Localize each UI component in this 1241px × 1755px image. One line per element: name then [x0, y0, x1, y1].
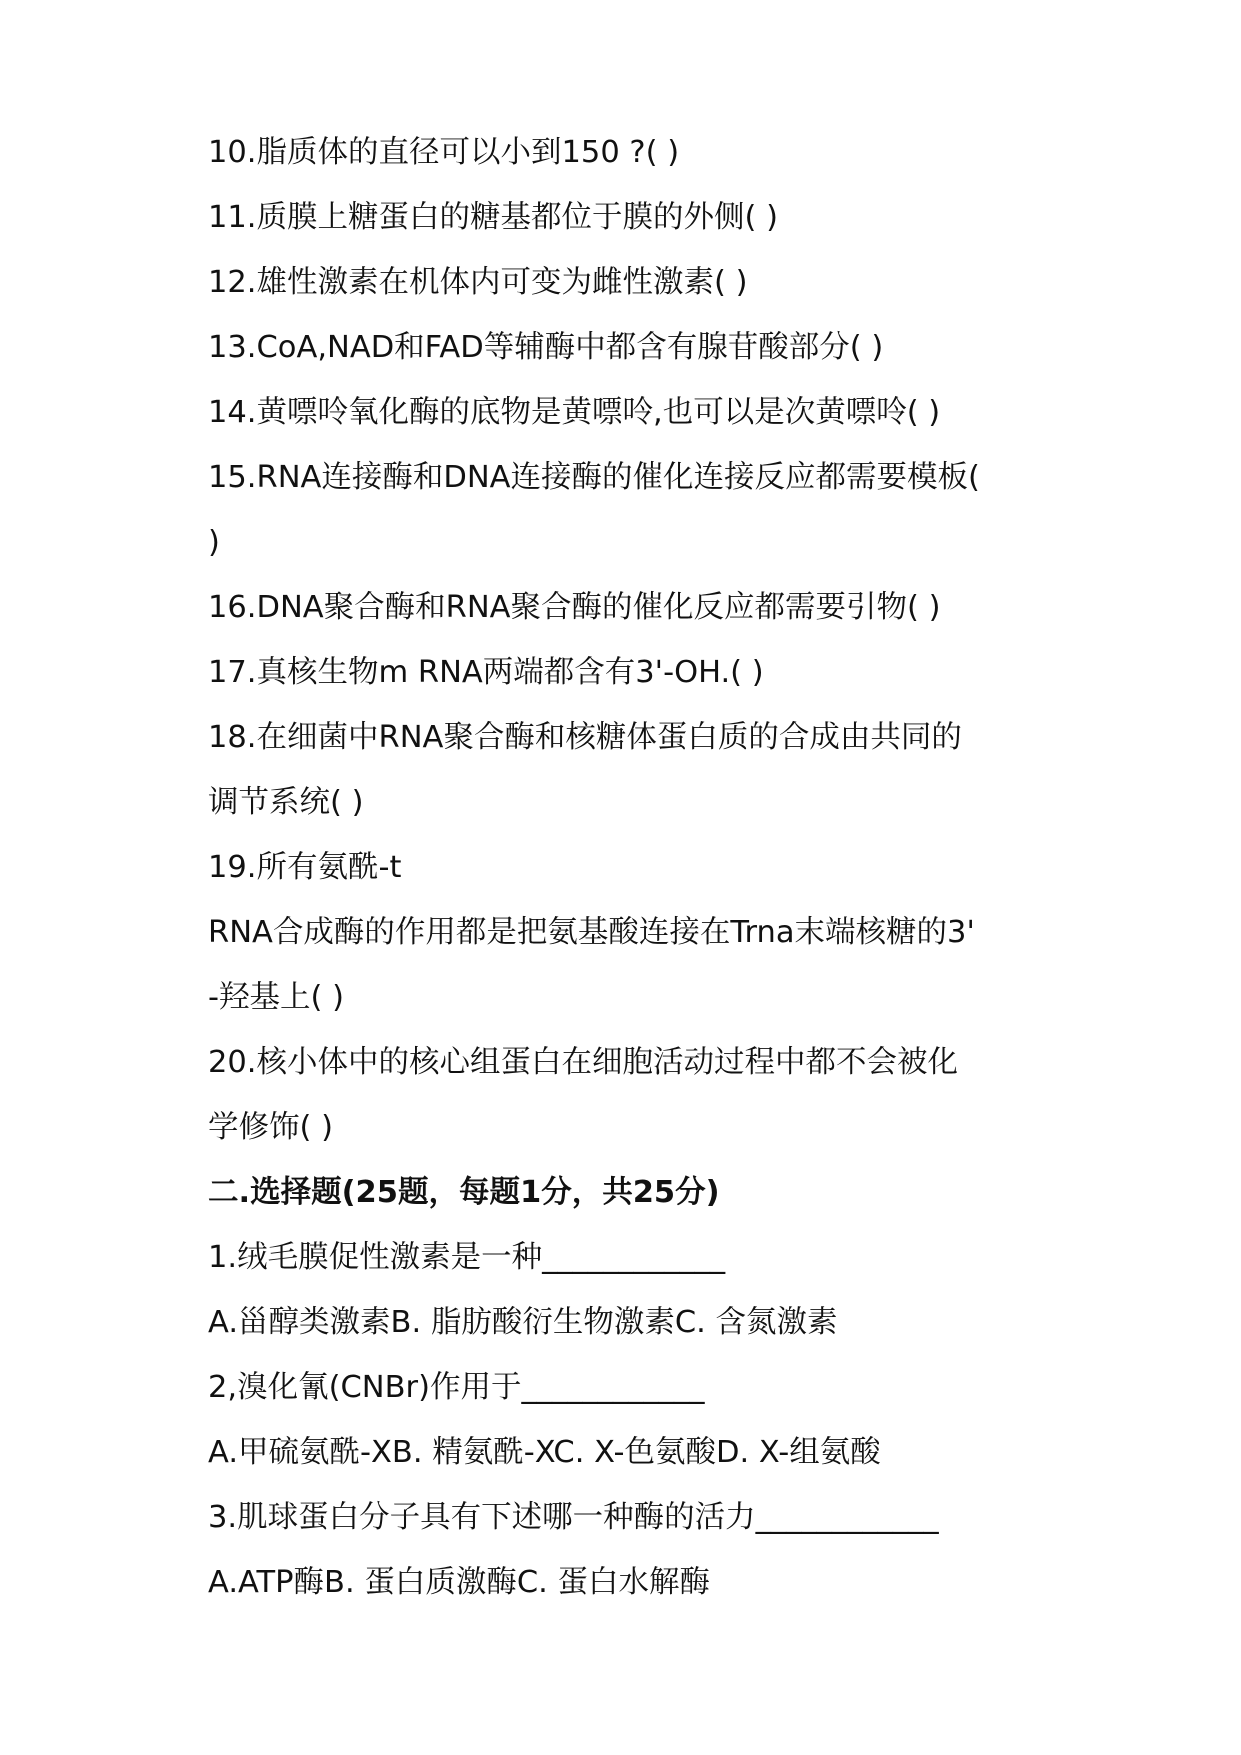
question-15: 15.RNA连接酶和DNA连接酶的催化连接反应都需要模板(: [208, 460, 980, 495]
choice-question-1: 1.绒毛膜促性激素是一种____________: [208, 1240, 726, 1275]
question-10: 10.脂质体的直径可以小到150 ?( ): [208, 135, 680, 170]
question-16: 16.DNA聚合酶和RNA聚合酶的催化反应都需要引物( ): [208, 590, 941, 625]
section-heading: 二.选择题(25题，每题1分，共25分): [208, 1175, 720, 1210]
choice-question-2-options: A.甲硫氨酰-XB. 精氨酰-XC. X-色氨酸D. X-组氨酸: [208, 1435, 881, 1470]
document-page: [208, 120, 1068, 1615]
question-12: 12.雄性激素在机体内可变为雌性激素( ): [208, 265, 748, 300]
question-14: 14.黄嘌呤氧化酶的底物是黄嘌呤,也可以是次黄嘌呤( ): [208, 395, 941, 430]
question-19: 19.所有氨酰-t: [208, 850, 402, 885]
choice-question-3: 3.肌球蛋白分子具有下述哪一种酶的活力____________: [208, 1500, 939, 1535]
question-15-continued: ): [208, 525, 220, 560]
question-18-continued: 调节系统( ): [208, 785, 364, 820]
question-18: 18.在细菌中RNA聚合酶和核糖体蛋白质的合成由共同的: [208, 720, 962, 755]
choice-question-2: 2,溴化氰(CNBr)作用于____________: [208, 1370, 705, 1405]
question-11: 11.质膜上糖蛋白的糖基都位于膜的外侧( ): [208, 200, 778, 235]
question-19-continued-2: -羟基上( ): [208, 980, 344, 1015]
question-19-continued: RNA合成酶的作用都是把氨基酸连接在Trna末端核糖的3': [208, 915, 975, 950]
question-17: 17.真核生物m RNA两端都含有3'-OH.( ): [208, 655, 764, 690]
question-20-continued: 学修饰( ): [208, 1110, 333, 1145]
choice-question-1-options: A.甾醇类激素B. 脂肪酸衍生物激素C. 含氮激素: [208, 1305, 838, 1340]
choice-question-3-options: A.ATP酶B. 蛋白质激酶C. 蛋白水解酶: [208, 1565, 711, 1600]
question-20: 20.核小体中的核心组蛋白在细胞活动过程中都不会被化: [208, 1045, 959, 1080]
question-13: 13.CoA,NAD和FAD等辅酶中都含有腺苷酸部分( ): [208, 330, 884, 365]
